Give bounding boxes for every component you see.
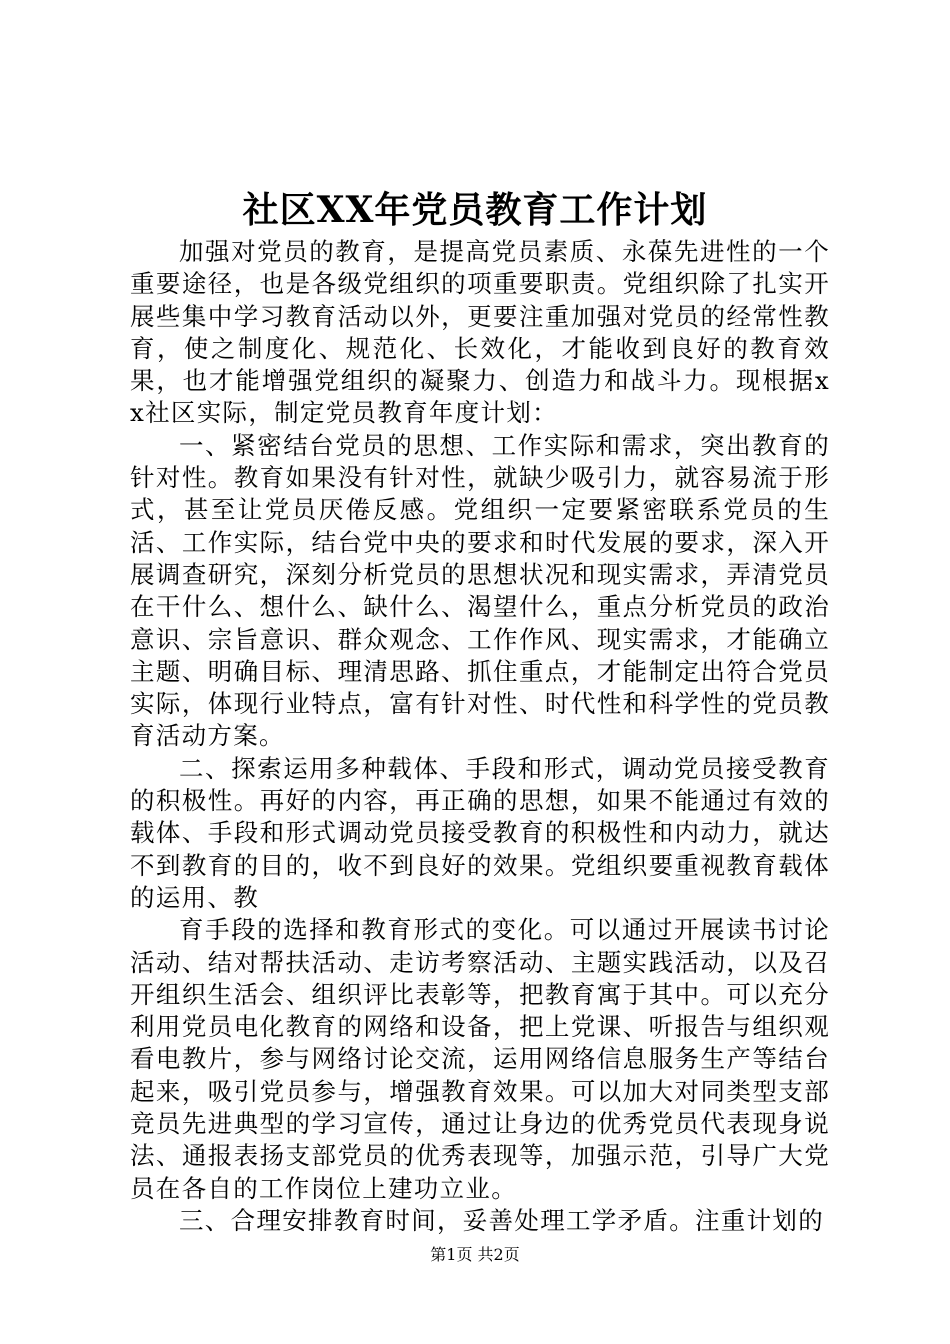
paragraph-section-2-continued: 育手段的选择和教育形式的变化。可以通过开展读书讨论活动、结对帮扶活动、走访考察活动、主题实践活动，以及召开组织生活会、组织评比表彰等，把教育寓于其中。可以充分利用党员电化教育的网络和设备，把上党课、听报告与组织观看电教片，参与网络讨论交流，运用网络信息服务生产等结台起来，吸引党员参与，增强教育效果。可以加大对同类型支部竞员先进典型的学习宣传，通过让身边的优秀党员代表现身说法、通报表扬支部党员的优秀表现等，加强示范，引导广大党员在各自的工作岗位上建功立业。 [130, 915, 830, 1203]
page-number-footer: 第1页 共2页 [430, 1245, 520, 1264]
paragraph-section-3: 三、合理安排教育时间，妥善处理工学矛盾。注重计划的 [179, 1205, 824, 1235]
document-body [130, 236, 830, 1237]
paragraph-section-1: 一、紧密结台党员的思想、工作实际和需求，突出教育的针对性。教育如果没有针对性，就缺少吸引力，就容易流于形式，甚至让党员厌倦反感。党组织一定要紧密联系党员的生活、工作实际，结台党中央的要求和时代发展的要求，深入开展调查研究，深刻分析党员的思想状况和现实需求，弄清党员在干什么、想什么、缺什么、渴望什么，重点分析党员的政治意识、宗旨意识、群众观念、工作作风、现实需求，才能确立主题、明确目标、理清思路、抓住重点，才能制定出符合党员实际，体现行业特点，富有针对性、时代性和科学性的党员教育活动方案。 [130, 430, 830, 751]
paragraph-intro: 加强对党员的教育，是提高党员素质、永葆先进性的一个重要途径，也是各级党组织的项重要职责。党组织除了扎实开展些集中学习教育活动以外，更要注重加强对党员的经常性教育，使之制度化、规范化、长效化，才能收到良好的教育效果，也才能增强党组织的凝聚力、创造力和战斗力。现根据xx社区实际，制定党员教育年度计划： [130, 237, 830, 428]
document-title: 社区XX年党员教育工作计划 [242, 189, 708, 231]
paragraph-section-2: 二、探索运用多种载体、手段和形式，调动党员接受教育的积极性。再好的内容，再正确的思想，如果不能通过有效的载体、手段和形式调动党员接受教育的积极性和内动力，就达不到教育的目的，收不到良好的效果。党组织要重视教育载体的运用、教 [130, 753, 830, 912]
